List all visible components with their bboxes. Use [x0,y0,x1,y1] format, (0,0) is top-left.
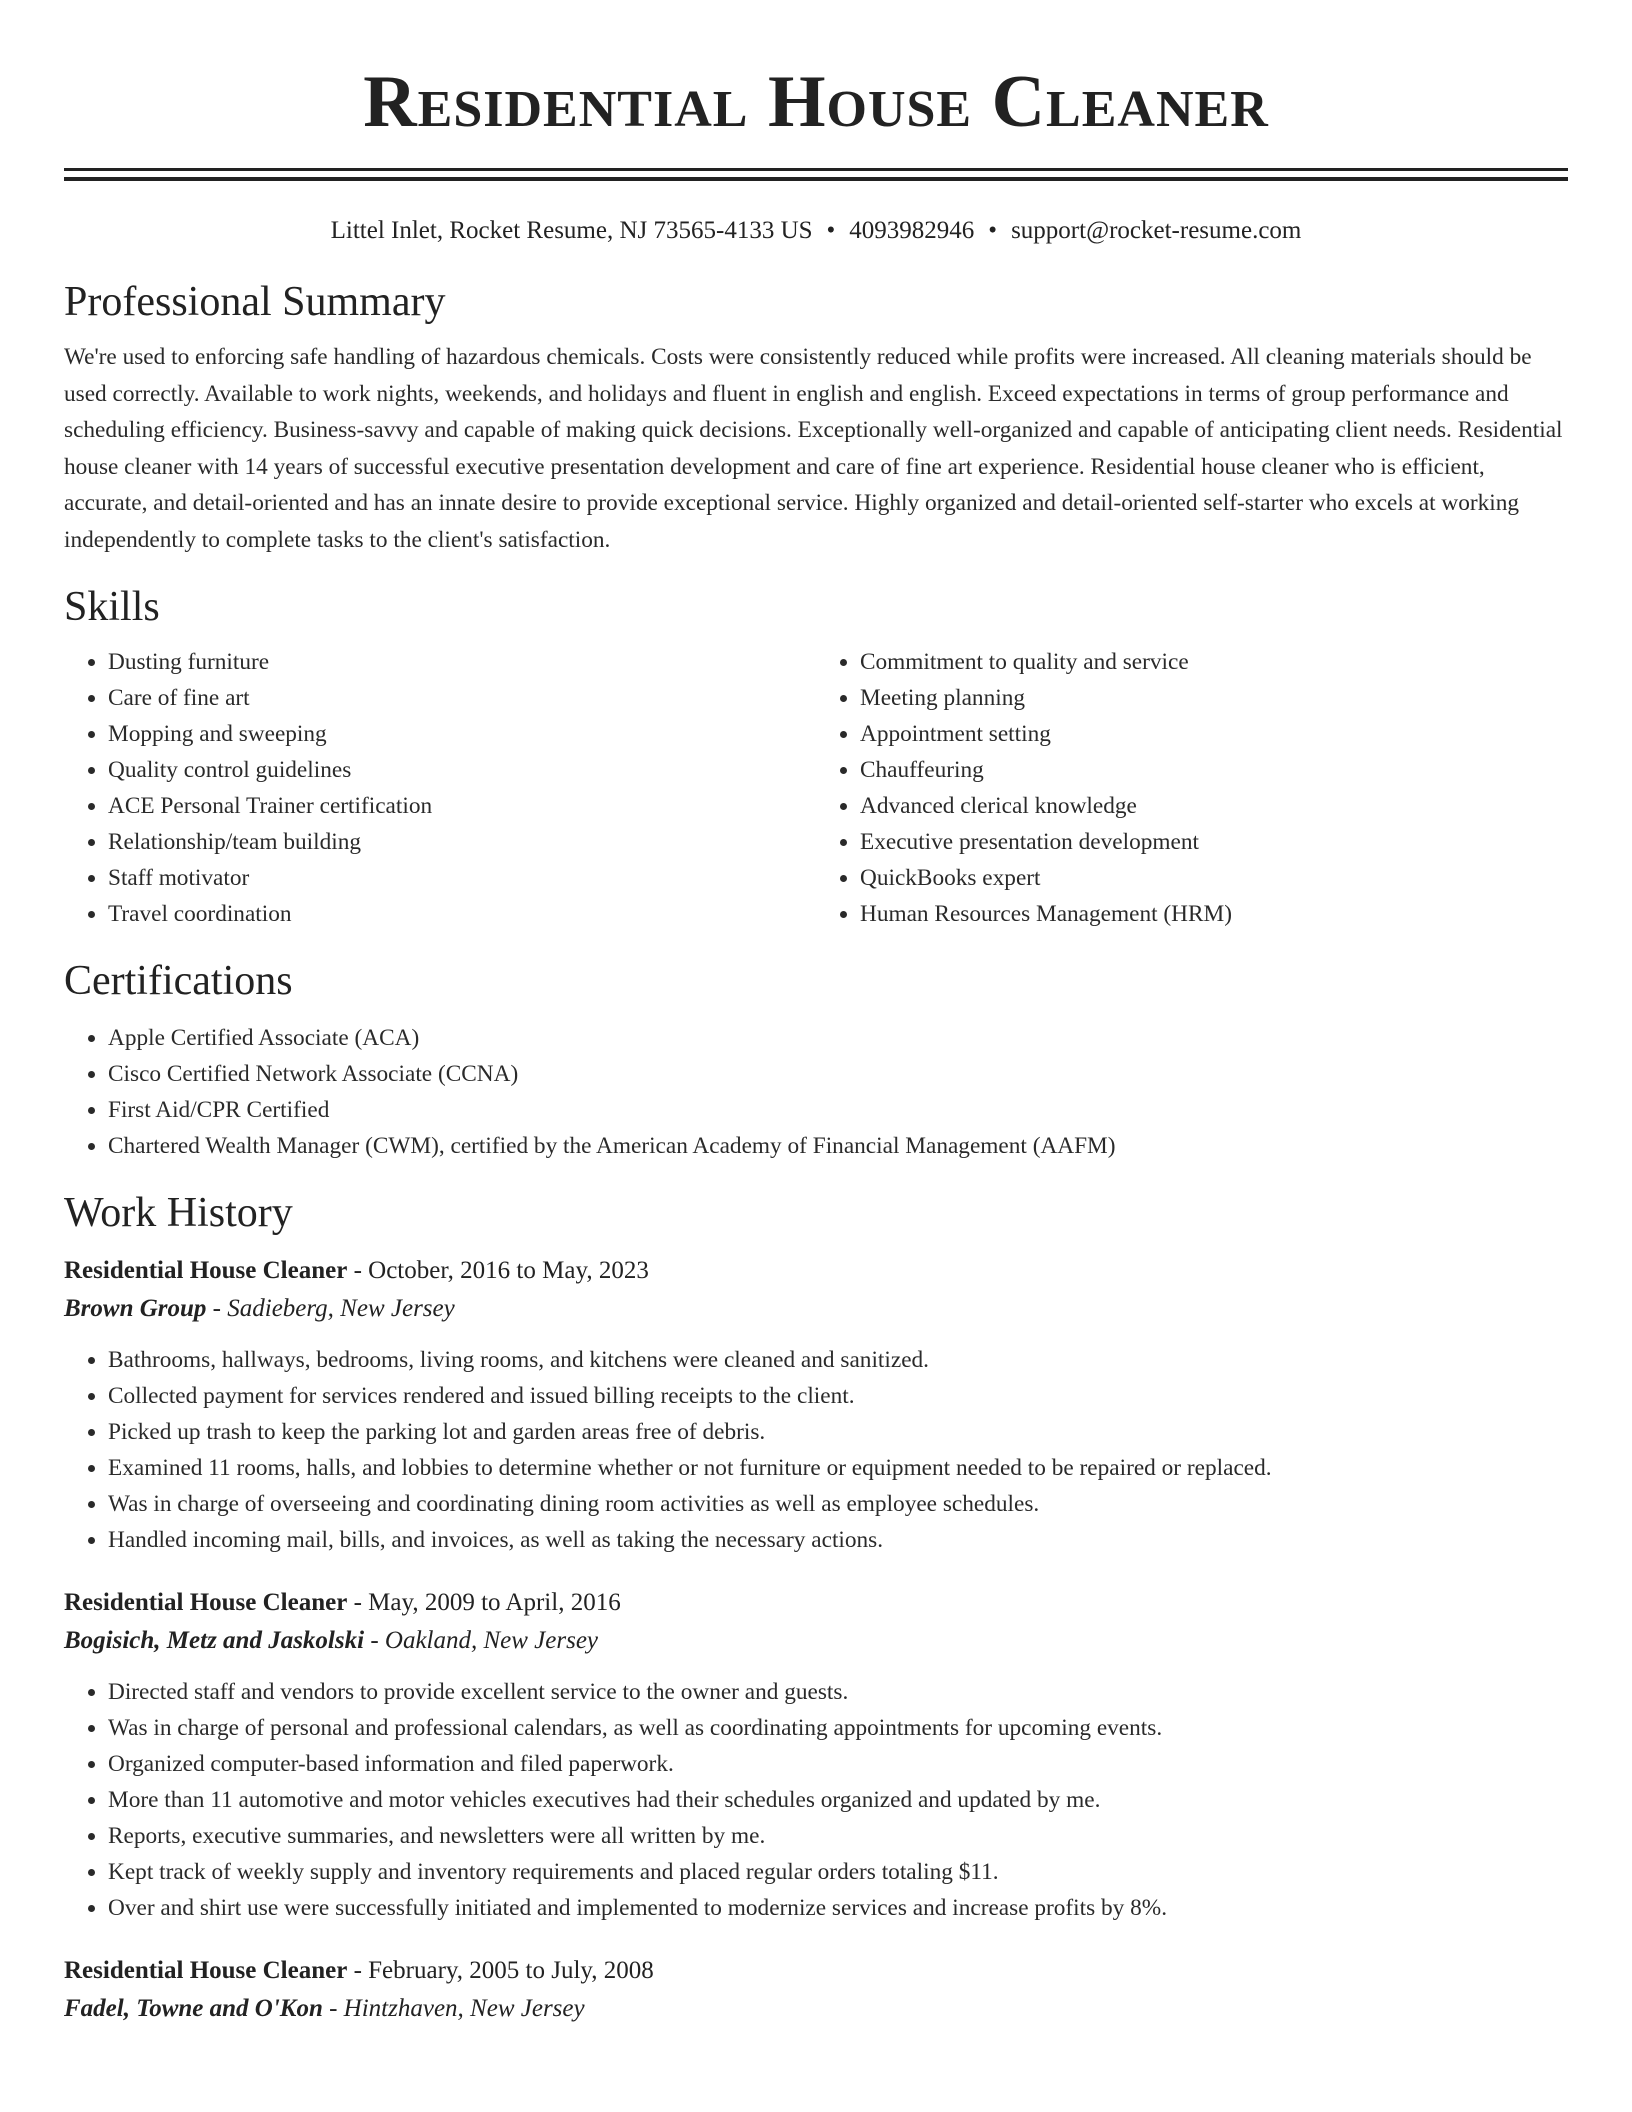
job-bullet: • More than 11 automotive and motor vehicles executives had their schedules organized and updated by me. [108,1782,1568,1818]
job-location: - Sadieberg, New Jersey [206,1295,455,1322]
job-location: - Oakland, New Jersey [364,1627,599,1654]
job-company: Bogisich, Metz and Jaskolski [64,1627,365,1654]
job-bullet: • Was in charge of personal and professional calendars, as well as coordinating appointments for upcoming events. [108,1710,1568,1746]
job-bullet: • Kept track of weekly supply and inventory requirements and placed regular orders totaling $11. [108,1854,1568,1890]
certification-item: • First Aid/CPR Certified [108,1092,1568,1128]
job-dates: - February, 2005 to July, 2008 [347,1957,654,1984]
job-entry [64,1252,1568,1558]
title-divider-top [64,168,1568,171]
job-bullet: • Over and shirt use were successfully initiated and implemented to modernize services and increase profits by 8%. [108,1890,1568,1926]
skill-item: • Mopping and sweeping [108,716,816,752]
certifications-heading: Certifications [64,958,293,1004]
contact-separator: • [988,217,998,244]
skill-item: • Dusting furniture [108,644,816,680]
skill-item: • Care of fine art [108,680,816,716]
job-title-line [64,1952,1568,1990]
certification-item: • Cisco Certified Network Associate (CCNA) [108,1056,1568,1092]
summary-heading: Professional Summary [64,279,446,325]
skill-item: • Advanced clerical knowledge [860,788,1568,824]
contact-address: Littel Inlet, Rocket Resume, NJ 73565-4133 US [330,217,813,244]
job-company: Fadel, Towne and O'Kon [64,1995,323,2022]
job-bullet: • Picked up trash to keep the parking lot and garden areas free of debris. [108,1414,1568,1450]
job-bullet: • Reports, executive summaries, and newsletters were all written by me. [108,1818,1568,1854]
job-company-line [64,1990,1568,2028]
skills-list-right [816,644,1568,932]
job-bullet: • Collected payment for services rendered and issued billing receipts to the client. [108,1378,1568,1414]
skill-item: • Relationship/team building [108,824,816,860]
skills-list-left [64,644,816,932]
skill-item: • ACE Personal Trainer certification [108,788,816,824]
job-bullet: • Examined 11 rooms, halls, and lobbies to determine whether or not furniture or equipment needed to be repaired or replaced. [108,1450,1568,1486]
skill-item: • Executive presentation development [860,824,1568,860]
job-bullet: • Handled incoming mail, bills, and invoices, as well as taking the necessary actions. [108,1522,1568,1558]
contact-line [64,215,1568,247]
job-bullet: • Organized computer-based information and filed paperwork. [108,1746,1568,1782]
job-company-line [64,1290,1568,1328]
skill-item: • Appointment setting [860,716,1568,752]
job-entry [64,1584,1568,1926]
job-entry [64,1952,1568,2028]
skill-item: • Chauffeuring [860,752,1568,788]
skill-item: • Commitment to quality and service [860,644,1568,680]
job-company: Brown Group [64,1295,207,1322]
certification-item: • Apple Certified Associate (ACA) [108,1020,1568,1056]
job-bullet: • Directed staff and vendors to provide excellent service to the owner and guests. [108,1674,1568,1710]
skill-item: • Meeting planning [860,680,1568,716]
job-dates: - October, 2016 to May, 2023 [347,1257,649,1284]
skill-item: • Staff motivator [108,860,816,896]
certification-item: • Chartered Wealth Manager (CWM), certified by the American Academy of Financial Management (AAFM) [108,1128,1568,1164]
skill-item: • QuickBooks expert [860,860,1568,896]
resume-page [64,0,1568,2028]
job-bullet: • Bathrooms, hallways, bedrooms, living rooms, and kitchens were cleaned and sanitized. [108,1342,1568,1378]
job-title-line [64,1252,1568,1290]
job-title: Residential House Cleaner [64,1257,348,1284]
job-location: - Hintzhaven, New Jersey [322,1995,585,2022]
resume-title: Residential House Cleaner [363,61,1269,143]
job-title-line [64,1584,1568,1622]
skill-item: • Travel coordination [108,896,816,932]
contact-phone: 4093982946 [849,217,975,244]
title-divider-bottom [64,177,1568,181]
skills-heading: Skills [64,584,160,630]
work-history-heading: Work History [64,1190,293,1236]
skill-item: • Human Resources Management (HRM) [860,896,1568,932]
job-title: Residential House Cleaner [64,1589,348,1616]
job-bullet: • Was in charge of overseeing and coordinating dining room activities as well as employee schedules. [108,1486,1568,1522]
job-title: Residential House Cleaner [64,1957,348,1984]
contact-email: support@rocket-resume.com [1011,217,1302,244]
job-dates: - May, 2009 to April, 2016 [347,1589,621,1616]
summary-text: We're used to enforcing safe handling of hazardous chemicals. Costs were consistently reduced while profits were increased. All cleaning materials should be used correctly. Available to work nights, weekends, and holidays and fluent in english and english. Exceed expectations in terms of group performance and scheduling efficiency. Business-savvy and capable of making quick decisions. Exceptionally well-organized and capable of anticipating client needs. Residential house cleaner with 14 years of successful executive presentation development and care of fine art experience. Residential house cleaner who is efficient, accurate, and detail-oriented and has an innate desire to provide exceptional service. Highly organized and detail-oriented self-starter who excels at working independently to complete tasks to the client's satisfaction. [64,344,1563,553]
job-bullets [64,1342,1568,1558]
job-bullets [64,1674,1568,1926]
contact-separator: • [826,217,836,244]
certifications-list [64,1020,1568,1164]
skills-columns [64,644,1568,932]
skill-item: • Quality control guidelines [108,752,816,788]
job-company-line [64,1622,1568,1660]
